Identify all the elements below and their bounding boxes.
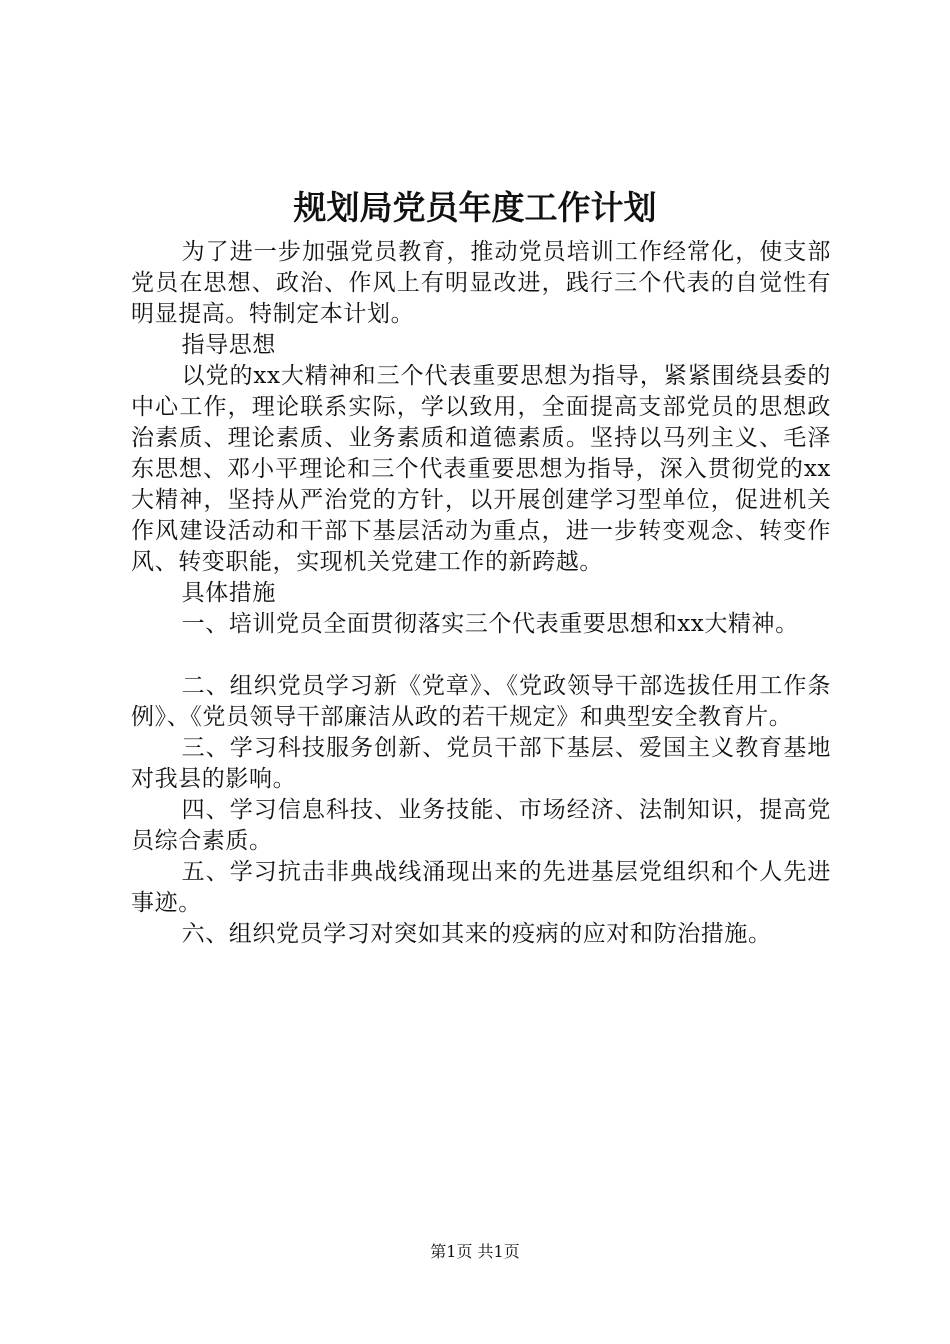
measure-item-1: 一、培训党员全面贯彻落实三个代表重要思想和xx大精神。 [181, 611, 799, 637]
page-title: 规划局党员年度工作计划 [293, 188, 657, 227]
measure-item-5: 五、学习抗击非典战线涌现出来的先进基层党组织和个人先进事迹。 [131, 859, 831, 916]
section-heading-measures: 具体措施 [181, 580, 276, 606]
measure-item-6: 六、组织党员学习对突如其来的疫病的应对和防治措施。 [181, 921, 772, 947]
measure-item-4: 四、学习信息科技、业务技能、市场经济、法制知识，提高党员综合素质。 [131, 797, 831, 854]
guiding-paragraph: 以党的xx大精神和三个代表重要思想为指导，紧紧围绕县委的中心工作，理论联系实际，学以致用，全面提高支部党员的思想政治素质、理论素质、业务素质和道德素质。坚持以马列主义、毛泽东思想、邓小平理论和三个代表重要思想为指导，深入贯彻党的xx大精神，坚持从严治党的方针，以开展创建学习型单位，促进机关作风建设活动和干部下基层活动为重点，进一步转变观念、转变作风、转变职能，实现机关党建工作的新跨越。 [131, 363, 831, 575]
document-body [131, 237, 831, 950]
measure-item-3: 三、学习科技服务创新、党员干部下基层、爱国主义教育基地对我县的影响。 [131, 735, 831, 792]
page-number-footer: 第1页 共1页 [430, 1242, 520, 1261]
section-heading-guiding: 指导思想 [181, 332, 276, 358]
intro-paragraph: 为了进一步加强党员教育，推动党员培训工作经常化，使支部党员在思想、政治、作风上有明显改进，践行三个代表的自觉性有明显提高。特制定本计划。 [131, 239, 831, 327]
measure-item-2: 二、组织党员学习新《党章》、《党政领导干部选拔任用工作条例》、《党员领导干部廉洁从政的若干规定》和典型安全教育片。 [131, 673, 831, 730]
